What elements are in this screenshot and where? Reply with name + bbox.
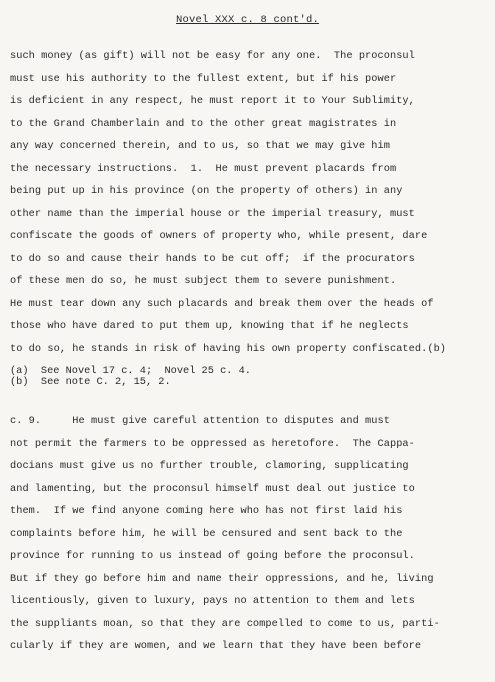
text-line: must use his authority to the fullest extent, but if his power	[10, 72, 397, 85]
text-line: licentiously, given to luxury, pays no attention to them and lets	[10, 595, 415, 607]
footnotes	[10, 366, 485, 388]
footnote-a: (a) See Novel 17 c. 4; Novel 25 c. 4.	[10, 365, 251, 377]
text-line: any way concerned therein, and to us, so that we may give him	[10, 140, 390, 152]
text-line: complaints before him, he will be censured and sent back to the	[10, 527, 403, 540]
text-line: confiscate the goods of owners of property who, while present, dare	[10, 230, 428, 242]
text-line: of these men do so, he must subject them to severe punishment.	[10, 275, 397, 287]
text-line: other name than the imperial house or the imperial treasury, must	[10, 207, 415, 220]
text-line: and lamenting, but the proconsul himself must deal out justice to	[10, 482, 415, 495]
text-line: c. 9. He must give careful attention to disputes and must	[10, 415, 390, 427]
text-line: the necessary instructions. 1. He must prevent placards from	[10, 162, 397, 175]
paragraph-1	[10, 45, 485, 360]
text-line: province for running to us instead of going before the proconsul.	[10, 550, 415, 562]
text-line: But if they go before him and name their oppressions, and he, living	[10, 572, 434, 585]
text-line: to do so and cause their hands to be cut off; if the procurators	[10, 252, 415, 265]
paragraph-2	[10, 410, 485, 658]
page-title: Novel XXX c. 8 cont'd.	[175, 14, 320, 26]
text-line: them. If we find anyone coming here who has not first laid his	[10, 505, 403, 517]
text-line: being put up in his province (on the property of others) in any	[10, 185, 403, 197]
text-line: is deficient in any respect, he must report it to Your Sublimity,	[10, 95, 415, 107]
text-line: the suppliants moan, so that they are compelled to come to us, parti-	[10, 617, 440, 630]
text-line: to the Grand Chamberlain and to the other great magistrates in	[10, 117, 397, 130]
text-line: cularly if they are women, and we learn that they have been before	[10, 640, 422, 652]
footnote-b: (b) See note C. 2, 15, 2.	[10, 376, 171, 388]
text-line: not permit the farmers to be oppressed as heretofore. The Cappa-	[10, 437, 415, 450]
text-line: to do so, he stands in risk of having his own property confiscated.(b)	[10, 342, 447, 355]
text-line: such money (as gift) will not be easy for any one. The proconsul	[10, 50, 415, 62]
text-line: those who have dared to put them up, knowing that if he neglects	[10, 320, 409, 332]
text-line: docians must give us no further trouble, clamoring, supplicating	[10, 460, 409, 472]
text-line: He must tear down any such placards and break them over the heads of	[10, 297, 434, 310]
